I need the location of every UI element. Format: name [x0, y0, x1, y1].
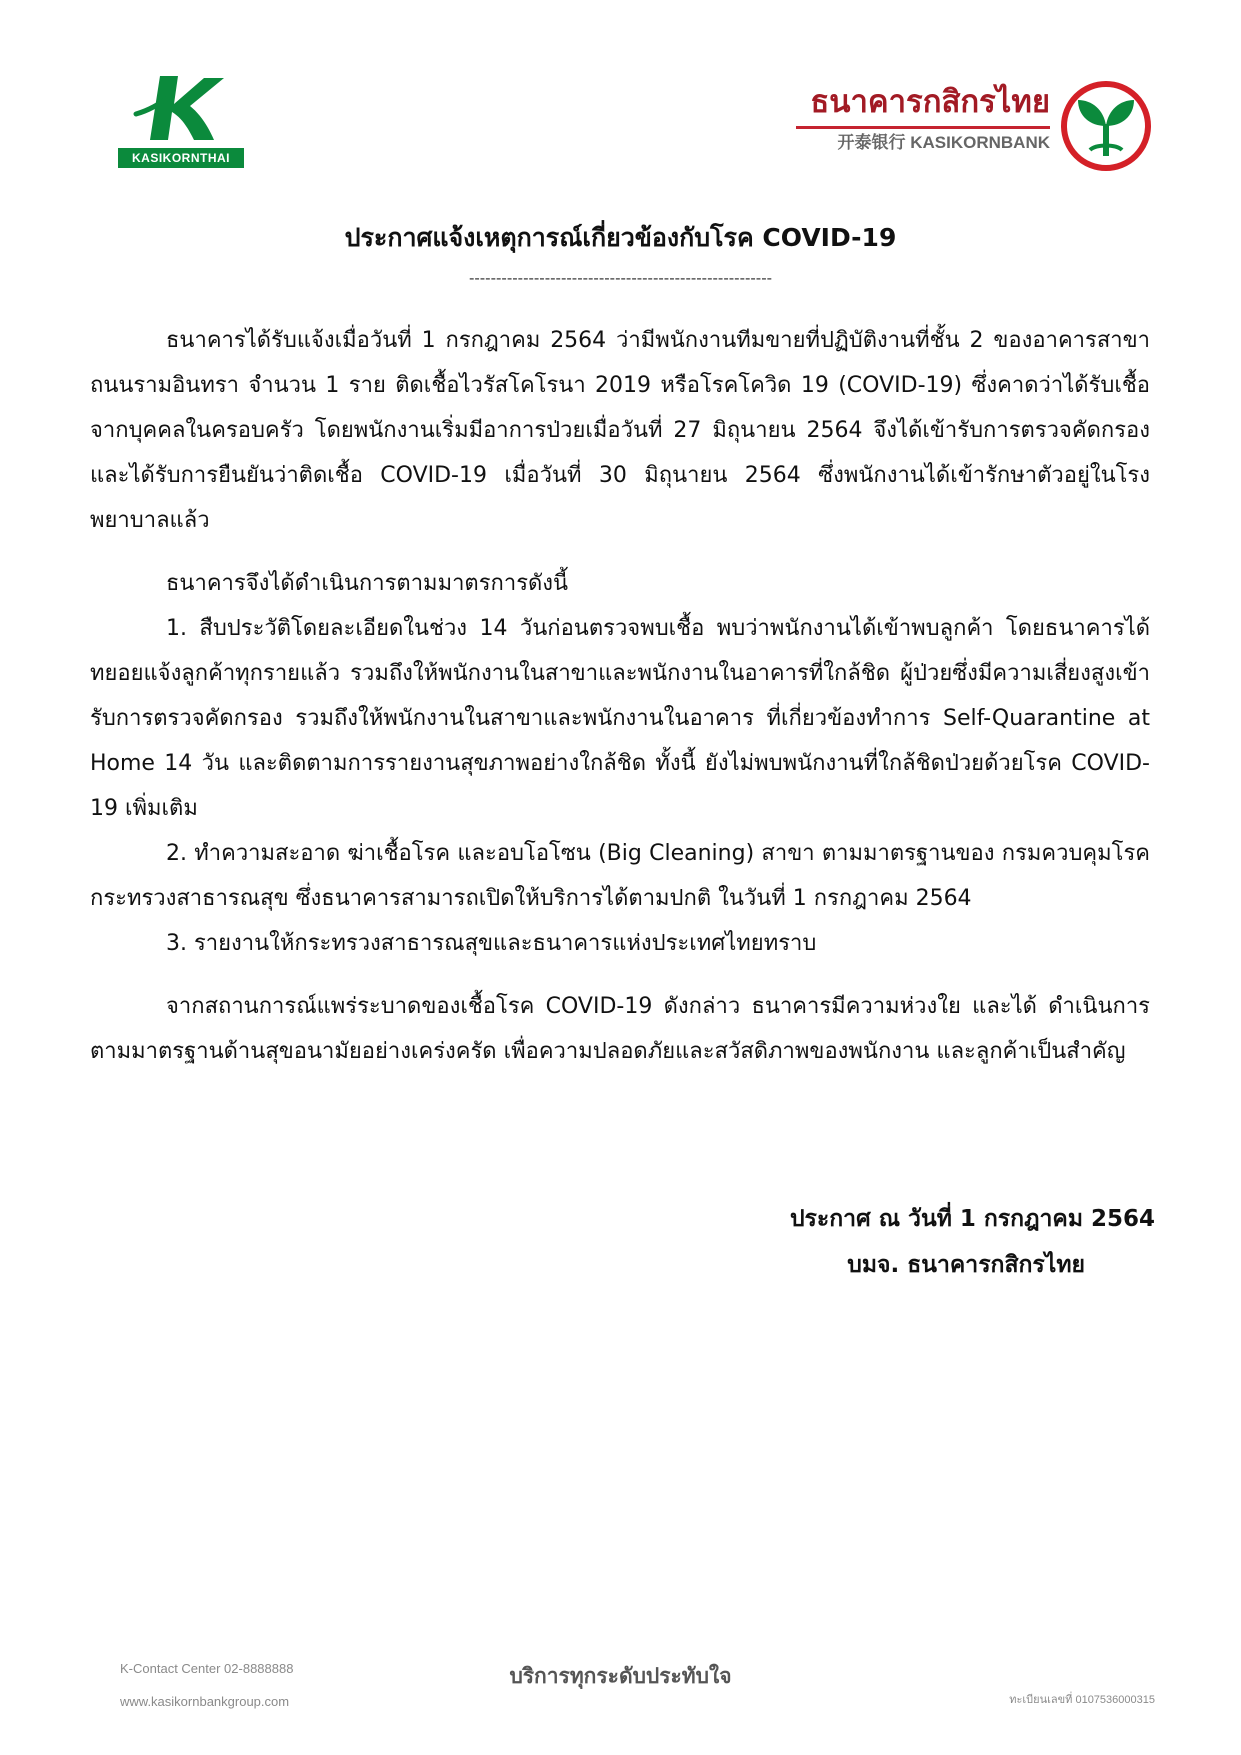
- paragraph-incident: ธนาคารได้รับแจ้งเมื่อวันที่ 1 กรกฎาคม 2564 ว่ามีพนักงานทีมขายที่ปฏิบัติงานที่ชั้น 2 ของอาคารสาขาถนนรามอินทรา จำนวน 1 ราย ติดเชื้อไวรัสโคโรนา 2019 หรือโรคโควิด 19 (COVID-19) ซึ่งคาดว่าได้รับเชื้อจากบุคคลในครอบครัว โดยพนักงานเริ่มมีอาการป่วยเมื่อวันที่ 27 มิถุนายน 2564 จึงได้เข้ารับการตรวจคัดกรองและได้รับการยืนยันว่าติดเชื้อ COVID-19 เมื่อวันที่ 30 มิถุนายน 2564 ซึ่งพนักงานได้เข้ารักษาตัวอยู่ในโรงพยาบาลแล้ว: [90, 328, 1150, 533]
- kasikornbank-logo: [790, 80, 1160, 170]
- kbank-emblem-icon: [1060, 80, 1152, 172]
- signature-block: [790, 1196, 1155, 1288]
- paragraph-measures-intro: ธนาคารจึงได้ดำเนินการตามมาตรการดังนี้: [166, 571, 569, 596]
- measure-item-3: 3. รายงานให้กระทรวงสาธารณสุขและธนาคารแห่งประเทศไทยทราบ: [166, 931, 817, 956]
- measure-item-1: 1. สืบประวัติโดยละเอียดในช่วง 14 วันก่อนตรวจพบเชื้อ พบว่าพนักงานได้เข้าพบลูกค้า โดยธนาคารได้ทยอยแจ้งลูกค้าทุกรายแล้ว รวมถึงให้พนักงานในสาขาและพนักงานในอาคารที่ใกล้ชิด ผู้ป่วยซึ่งมีความเสี่ยงสูงเข้ารับการตรวจคัดกรอง รวมถึงให้พนักงานในสาขาและพนักงานในอาคาร ที่เกี่ยวข้องทำการ Self-Quarantine at Home 14 วัน และติดตามการรายงานสุขภาพอย่างใกล้ชิด ทั้งนี้ ยังไม่พบพนักงานที่ใกล้ชิดป่วยด้วยโรค COVID-19 เพิ่มเติม: [90, 616, 1150, 821]
- bank-name-rule: [796, 126, 1050, 129]
- measure-item-2: 2. ทำความสะอาด ฆ่าเชื้อโรค และอบโอโซน (Big Cleaning) สาขา ตามมาตรฐานของ กรมควบคุมโรค กระทรวงสาธารณสุข ซึ่งธนาคารสามารถเปิดให้บริการได้ตามปกติ ในวันที่ 1 กรกฎาคม 2564: [90, 841, 1150, 911]
- registration-number: ทะเบียนเลขที่ 0107536000315: [1009, 1694, 1155, 1706]
- bank-name-thai: ธนาคารกสิกรไทย: [810, 84, 1050, 120]
- title-divider: --------------------------------------------------------: [468, 269, 773, 287]
- kasikornthai-logo: [118, 74, 246, 170]
- paragraph-closing: จากสถานการณ์แพร่ระบาดของเชื้อโรค COVID-19 ดังกล่าว ธนาคารมีความห่วงใย และได้ ดำเนินการตามมาตรฐานด้านสุขอนามัยอย่างเคร่งครัด เพื่อความปลอดภัยและสวัสดิภาพของพนักงาน และลูกค้าเป็นสำคัญ: [90, 994, 1150, 1064]
- announcement-body: [90, 318, 1150, 1074]
- k-logo-icon: [130, 74, 230, 144]
- logo-caption: KASIKORNTHAI: [118, 148, 244, 168]
- company-name: บมจ. ธนาคารกสิกรไทย: [847, 1252, 1085, 1278]
- contact-center: K-Contact Center 02-8888888: [120, 1661, 294, 1676]
- announcement-title: ประกาศแจ้งเหตุการณ์เกี่ยวข้องกับโรค COVID-19: [344, 223, 897, 252]
- announcement-date: ประกาศ ณ วันที่ 1 กรกฎาคม 2564: [789, 1206, 1155, 1232]
- bank-name-english: 开泰银行 KASIKORNBANK: [837, 133, 1050, 152]
- website-link[interactable]: www.kasikornbankgroup.com: [120, 1694, 290, 1709]
- footer-slogan: บริการทุกระดับประทับใจ: [509, 1664, 732, 1688]
